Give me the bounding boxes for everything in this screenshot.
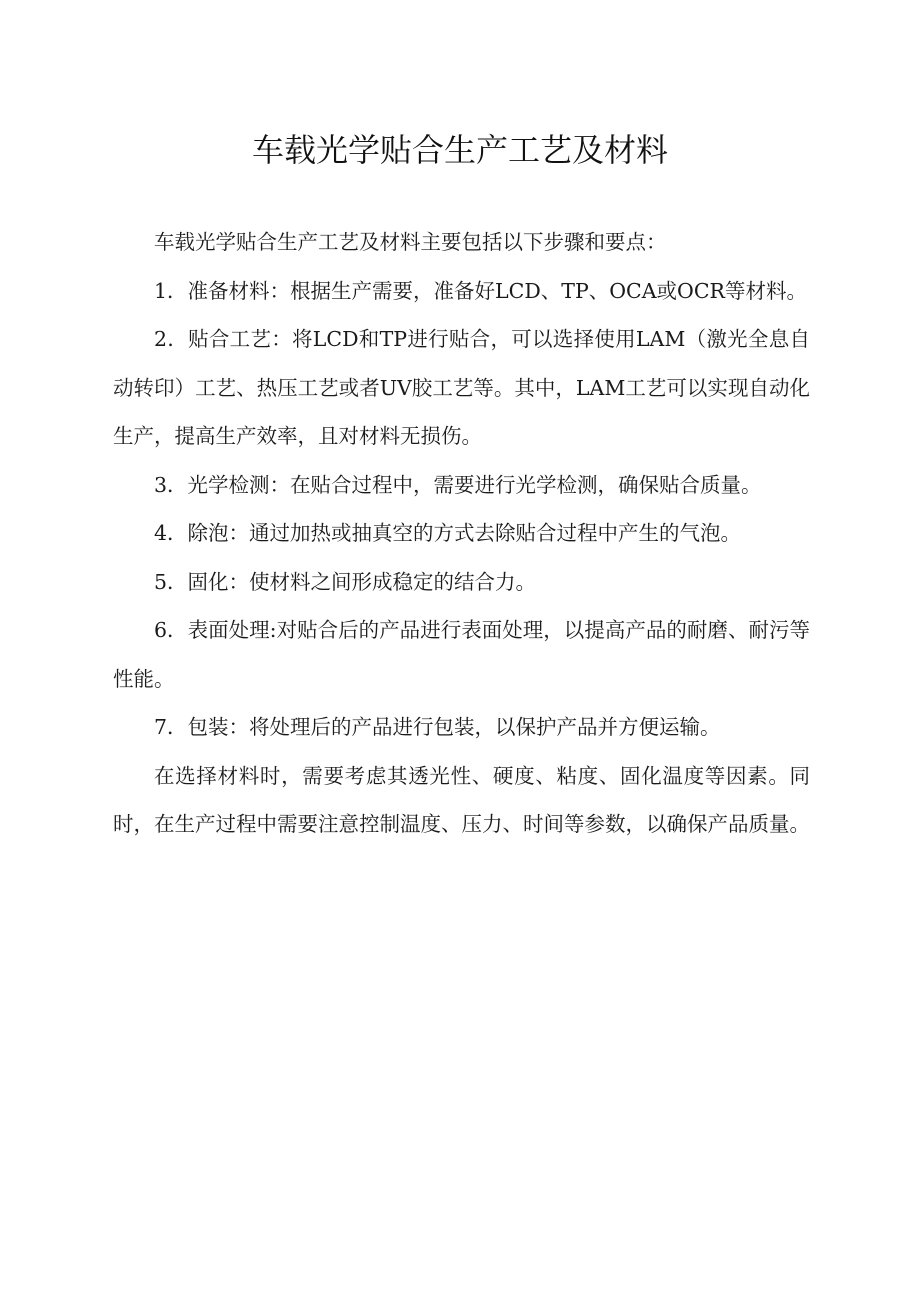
paragraph-step-5: 5．固化：使材料之间形成稳定的结合力。 bbox=[154, 569, 537, 594]
paragraph-step-6: 6．表面处理:对贴合后的产品进行表面处理，以提高产品的耐磨、耐污等性能。 bbox=[113, 618, 810, 691]
document-body bbox=[113, 218, 810, 849]
paragraph-intro: 车载光学贴合生产工艺及材料主要包括以下步骤和要点： bbox=[154, 230, 667, 254]
paragraph-conclusion: 在选择材料时，需要考虑其透光性、硬度、粘度、固化温度等因素。同时，在生产过程中需要注意控制温度、压力、时间等参数，以确保产品质量。 bbox=[113, 763, 810, 836]
paragraph-step-4: 4．除泡：通过加热或抽真空的方式去除贴合过程中产生的气泡。 bbox=[154, 521, 742, 545]
paragraph-step-3: 3．光学检测：在贴合过程中，需要进行光学检测，确保贴合质量。 bbox=[154, 472, 762, 497]
document-title: 车载光学贴合生产工艺及材料 bbox=[251, 131, 668, 169]
paragraph-step-1: 1．准备材料：根据生产需要，准备好LCD、TP、OCA或OCR等材料。 bbox=[154, 278, 807, 303]
paragraph-step-2: 2．贴合工艺：将LCD和TP进行贴合，可以选择使用LAM（激光全息自动转印）工艺、热压工艺或者UV胶工艺等。其中，LAM工艺可以实现自动化生产，提高生产效率，且对材料无损伤。 bbox=[113, 327, 810, 448]
paragraph-step-7: 7．包装：将处理后的产品进行包装，以保护产品并方便运输。 bbox=[154, 715, 721, 739]
